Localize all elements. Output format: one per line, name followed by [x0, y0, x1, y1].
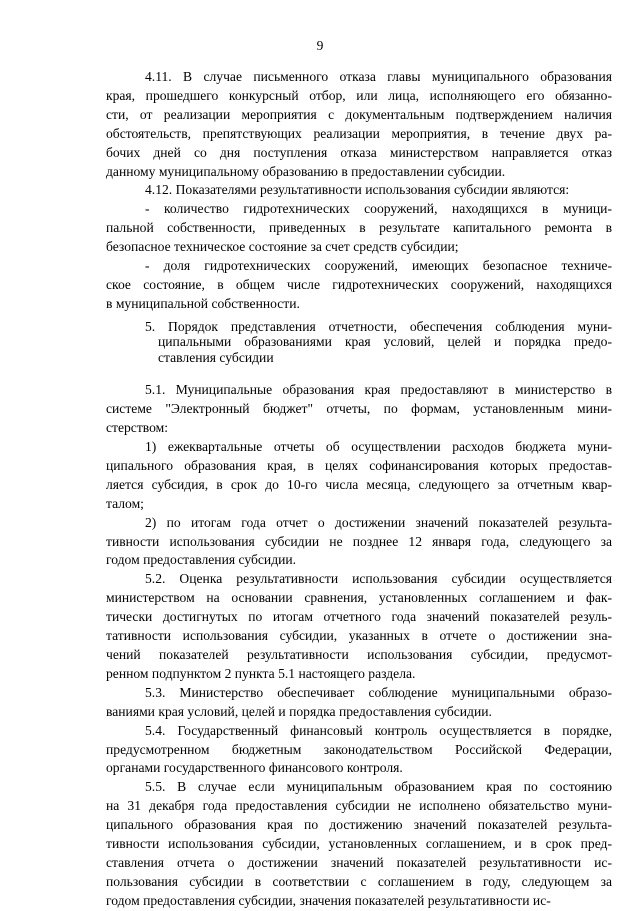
text-line: ляется субсидия, в срок до 10-го числа месяца, следующего за отчетным квар- [106, 476, 612, 492]
text-line: 1) ежеквартальные отчеты об осуществлении расходов бюджета муни- [145, 439, 612, 454]
text-line: 5.2. Оценка результативности использования субсидии осуществляется [145, 571, 612, 587]
paragraph [106, 68, 612, 181]
text-line: ставления отчета о достижении значений показателей результативности ис- [106, 854, 612, 870]
text-line: ренном подпунктом 2 пункта 5.1 настоящего раздела. [106, 665, 416, 681]
paragraph [106, 181, 612, 200]
text-line: в муниципальной собственности. [106, 295, 300, 311]
text-line: бочих дней со дня поступления отказа министерством направляется отказ [106, 144, 612, 160]
text-line: министерством на основании сравнения, установленных соглашением и фак- [106, 590, 612, 606]
text-line: данному муниципальному образованию в предоставлении субсидии. [106, 163, 506, 179]
text-line: ципального образования края по достижению значений показателей результа- [106, 817, 612, 833]
text-line: ское состояние, в общем числе гидротехнических сооружений, находящихся [106, 276, 612, 292]
paragraph [106, 381, 612, 438]
heading-line: ципальными образованиями края условий, целей и порядка предо- [158, 334, 612, 350]
document-body [106, 68, 612, 911]
paragraph [106, 257, 612, 314]
text-line: тативности использования субсидии, указанных в отчете о достижении зна- [106, 628, 612, 644]
text-line: стерством: [106, 420, 169, 436]
page-number: 9 [316, 38, 324, 53]
heading-line: 5. Порядок представления отчетности, обеспечения соблюдения муни- [145, 318, 612, 334]
text-line: безопасное техническое состояние за счет средств субсидии; [106, 239, 459, 255]
paragraph [106, 514, 612, 571]
text-line: органами государственного финансового контроля. [106, 760, 403, 776]
paragraph [106, 438, 612, 514]
text-line: обстоятельств, препятствующих реализации мероприятия, в течение двух ра- [106, 125, 612, 141]
text-line: 5.4. Государственный финансовый контроль осуществляется в порядке, [145, 722, 612, 738]
text-line: сти, от реализации мероприятия с документальным подтверждением наличия [106, 106, 612, 122]
text-line: пользования субсидии в соответствии с соглашением в году, следующем за [106, 873, 612, 889]
text-line: 2) по итогам года отчет о достижении значений показателей результа- [145, 514, 612, 530]
text-line: предусмотренном бюджетным законодательством Российской Федерации, [106, 741, 612, 757]
text-line: годом предоставления субсидии, значения показателей результативности ис- [106, 892, 551, 908]
text-line: тически достигнутых по итогам отчетного года значений показателей резуль- [106, 609, 612, 625]
text-line: - доля гидротехнических сооружений, имеющих безопасное техниче- [145, 258, 612, 274]
text-line: на 31 декабря года предоставления субсидии не исполнено обязательство муни- [106, 798, 612, 814]
text-line: 4.11. В случае письменного отказа главы муниципального образования [145, 69, 612, 84]
text-line: талом; [106, 495, 144, 511]
text-line: - количество гидротехнических сооружений, находящихся в муници- [145, 201, 612, 217]
text-line: тивности использования субсидии, установленных соглашением, и в срок пред- [106, 836, 612, 852]
text-line: 5.1. Муниципальные образования края предоставляют в министерство в [145, 382, 612, 398]
text-line: 5.5. В случае если муниципальным образованием края по состоянию [145, 779, 612, 795]
text-line: ваниями края условий, целей и порядка предоставления субсидии. [106, 703, 492, 719]
section-4-paragraphs [106, 68, 612, 314]
paragraph [106, 722, 612, 779]
paragraph [106, 684, 612, 722]
text-line: пальной собственности, приведенных в результате капитального ремонта в [106, 220, 612, 236]
text-line: ципального образования края, в целях софинансирования которых предостав- [106, 457, 612, 473]
section-5-paragraphs [106, 381, 612, 910]
text-line: тивности использования субсидии не позднее 12 января года, следующего за [106, 533, 612, 549]
text-line: чений показателей результативности использования субсидии, предусмот- [106, 646, 612, 662]
paragraph [106, 778, 612, 910]
section-5-heading [106, 319, 612, 366]
text-line: системе "Электронный бюджет" отчеты, по формам, установленным мини- [106, 401, 612, 417]
text-line: годом предоставления субсидии. [106, 552, 297, 568]
paragraph [106, 570, 612, 683]
text-line: края, прошедшего конкурсный отбор, или лица, исполняющего его обязанно- [106, 87, 612, 103]
text-line: 4.12. Показателями результативности использования субсидии являются: [145, 182, 570, 198]
heading-line: ставления субсидии [158, 349, 274, 365]
paragraph [106, 200, 612, 257]
text-line: 5.3. Министерство обеспечивает соблюдение муниципальными образо- [145, 684, 612, 700]
